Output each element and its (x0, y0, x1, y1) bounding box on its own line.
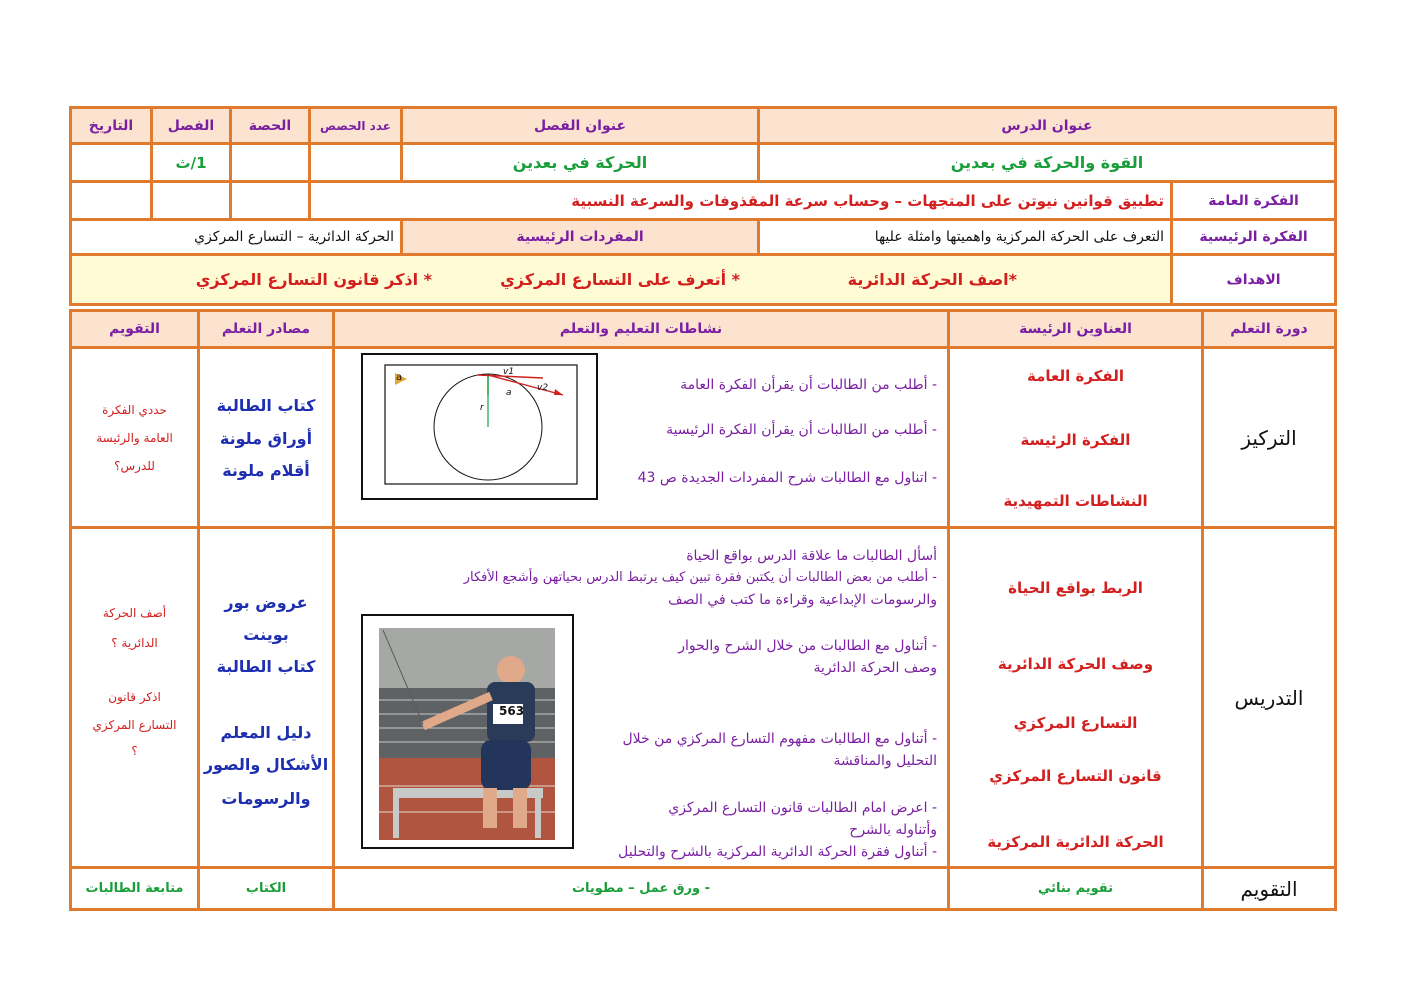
objectives-label: الاهداف (1172, 255, 1336, 305)
objective-1: *اصف الحركة الدائرية (847, 270, 1018, 289)
assessment-resources: الكتاب (199, 868, 334, 910)
focus-evaluation (71, 348, 199, 528)
teach-activity-10: - أتناول فقرة الحركة الدائرية المركزية بالشرح والتحليل (618, 844, 937, 860)
class-value: 1/ث (152, 144, 231, 182)
num-periods-header: عدد الحصص (310, 108, 402, 144)
teach-resource-1: عروض بور (224, 593, 308, 612)
focus-heading-1: الفكرة العامة (1027, 367, 1124, 385)
assessment-activities: - ورق عمل – مطويات (334, 868, 949, 910)
blank-cell-1 (231, 182, 310, 220)
focus-activity-1: - أطلب من الطالبات أن يقرأن الفكرة العامة (680, 377, 937, 393)
teach-activities (334, 528, 949, 868)
focus-eval-1: حددي الفكرة (102, 403, 167, 417)
focus-resource-2: أوراق ملونة (219, 429, 313, 448)
activities-header: نشاطات التعليم والتعلم (334, 311, 949, 348)
teach-heading-1: الربط بواقع الحياة (1008, 579, 1143, 597)
teach-activity-9: وأتناوله بالشرح (849, 822, 937, 838)
num-periods-value (310, 144, 402, 182)
lesson-plan-table (69, 309, 1337, 911)
general-idea-text: تطبيق قوانين نيوتن على المتجهات – وحساب سرعة المقذوفات والسرعة النسبية (310, 182, 1172, 220)
blank-cell-2 (152, 182, 231, 220)
teach-evaluation (71, 528, 199, 868)
figure-r-label: r (480, 403, 484, 413)
assessment-evaluation: متابعة الطالبات (71, 868, 199, 910)
teach-heading-4: قانون التسارع المركزي (989, 767, 1162, 785)
class-header: الفصل (152, 108, 231, 144)
date-header: التاريخ (71, 108, 152, 144)
teach-eval-2: الدائرية ؟ (111, 636, 158, 650)
objective-3: * اذكر قانون التسارع المركزي (195, 270, 433, 289)
teach-eval-1: أصف الحركة (102, 606, 167, 620)
focus-activity-2: - أطلب من الطالبات أن يقرأن الفكرة الرئيسية (666, 422, 937, 438)
focus-resource-1: كتاب الطالبة (216, 396, 316, 415)
athlete-bib-number: 563 (499, 704, 525, 718)
focus-resource-3: أقلام ملونة (222, 461, 310, 480)
figure-v1-label: v1 (503, 367, 515, 377)
teach-eval-3: اذكر قانون (108, 690, 161, 704)
main-idea-text: التعرف على الحركة المركزية واهميتها وامثلة عليها (759, 220, 1172, 255)
headings-header: العناوين الرئيسة (949, 311, 1203, 348)
focus-resources (199, 348, 334, 528)
assessment-headings: تقويم بنائي (949, 868, 1203, 910)
focus-activities (334, 348, 949, 528)
teach-resource-2: بوينت (243, 625, 289, 644)
teach-eval-4: التسارع المركزي (92, 718, 177, 732)
teach-heading-3: التسارع المركزي (1013, 714, 1138, 732)
teach-eval-5: ؟ (131, 744, 138, 758)
hammer-thrower-photo (361, 614, 574, 849)
focus-heading-2: الفكرة الرئيسة (1020, 431, 1131, 449)
focus-cycle: التركيز (1203, 348, 1336, 528)
general-idea-label: الفكرة العامة (1172, 182, 1336, 220)
objective-2: * أتعرف على التسارع المركزي (500, 270, 741, 289)
focus-headings (949, 348, 1203, 528)
vocab-label: المفردات الرئيسية (402, 220, 759, 255)
teach-activity-7: التحليل والمناقشة (833, 753, 937, 769)
circular-motion-figure (361, 353, 598, 500)
period-value (231, 144, 310, 182)
teach-headings (949, 528, 1203, 868)
focus-eval-2: العامة والرئيسة (96, 431, 173, 445)
teach-heading-5: الحركة الدائرية المركزية (987, 833, 1164, 851)
figure-a-label: a (506, 388, 512, 398)
focus-eval-3: للدرس؟ (114, 459, 155, 473)
teach-resource-4: دليل المعلم (220, 723, 312, 742)
teach-resource-5: الأشكال والصور (203, 755, 329, 774)
chapter-title-header: عنوان الفصل (402, 108, 759, 144)
teach-resource-6: والرسومات (221, 789, 311, 808)
cycle-header: دورة التعلم (1203, 311, 1336, 348)
resources-header: مصادر التعلم (199, 311, 334, 348)
teach-cycle: التدريس (1203, 528, 1336, 868)
assessment-cycle: التقويم (1203, 868, 1336, 910)
blank-cell-3 (71, 182, 152, 220)
teach-activity-2: - أطلب من بعض الطالبات أن يكتبن فقرة تبين كيف يرتبط الدرس بحياتهن وأشجع الأفكار (463, 570, 937, 585)
teach-activity-6: - أتناول مع الطالبات مفهوم التسارع المركزي من خلال (622, 731, 937, 747)
teach-resource-3: كتاب الطالبة (216, 657, 316, 676)
teach-activity-4: - أتناول مع الطالبات من خلال الشرح والحوار (678, 638, 937, 654)
lesson-title-value: القوة والحركة في بعدين (759, 144, 1336, 182)
lesson-title-header: عنوان الدرس (759, 108, 1336, 144)
chapter-title-value: الحركة في بعدين (402, 144, 759, 182)
teach-activity-1: أسأل الطالبات ما علاقة الدرس بواقع الحياة (686, 548, 937, 564)
evaluation-header: التقويم (71, 311, 199, 348)
period-header: الحصة (231, 108, 310, 144)
focus-activity-3: - اتناول مع الطالبات شرح المفردات الجديدة ص 43 (637, 470, 937, 486)
main-idea-label: الفكرة الرئيسية (1172, 220, 1336, 255)
figure-v2-label: v2 (537, 383, 549, 393)
teach-activity-3: والرسومات الإبداعية وقراءة ما كتب في الصف (668, 592, 937, 608)
teach-activity-5: وصف الحركة الدائرية (813, 660, 937, 676)
date-value (71, 144, 152, 182)
teach-activity-8: - اعرض امام الطالبات قانون التسارع المركزي (668, 800, 937, 816)
focus-heading-3: النشاطات التمهيدية (1003, 492, 1148, 510)
vocab-text: الحركة الدائرية – التسارع المركزي (71, 220, 402, 255)
figure-badge: a (396, 372, 403, 383)
lesson-info-table (69, 106, 1337, 306)
teach-resources (199, 528, 334, 868)
teach-heading-2: وصف الحركة الدائرية (997, 655, 1154, 673)
objectives-cell (71, 255, 1172, 305)
